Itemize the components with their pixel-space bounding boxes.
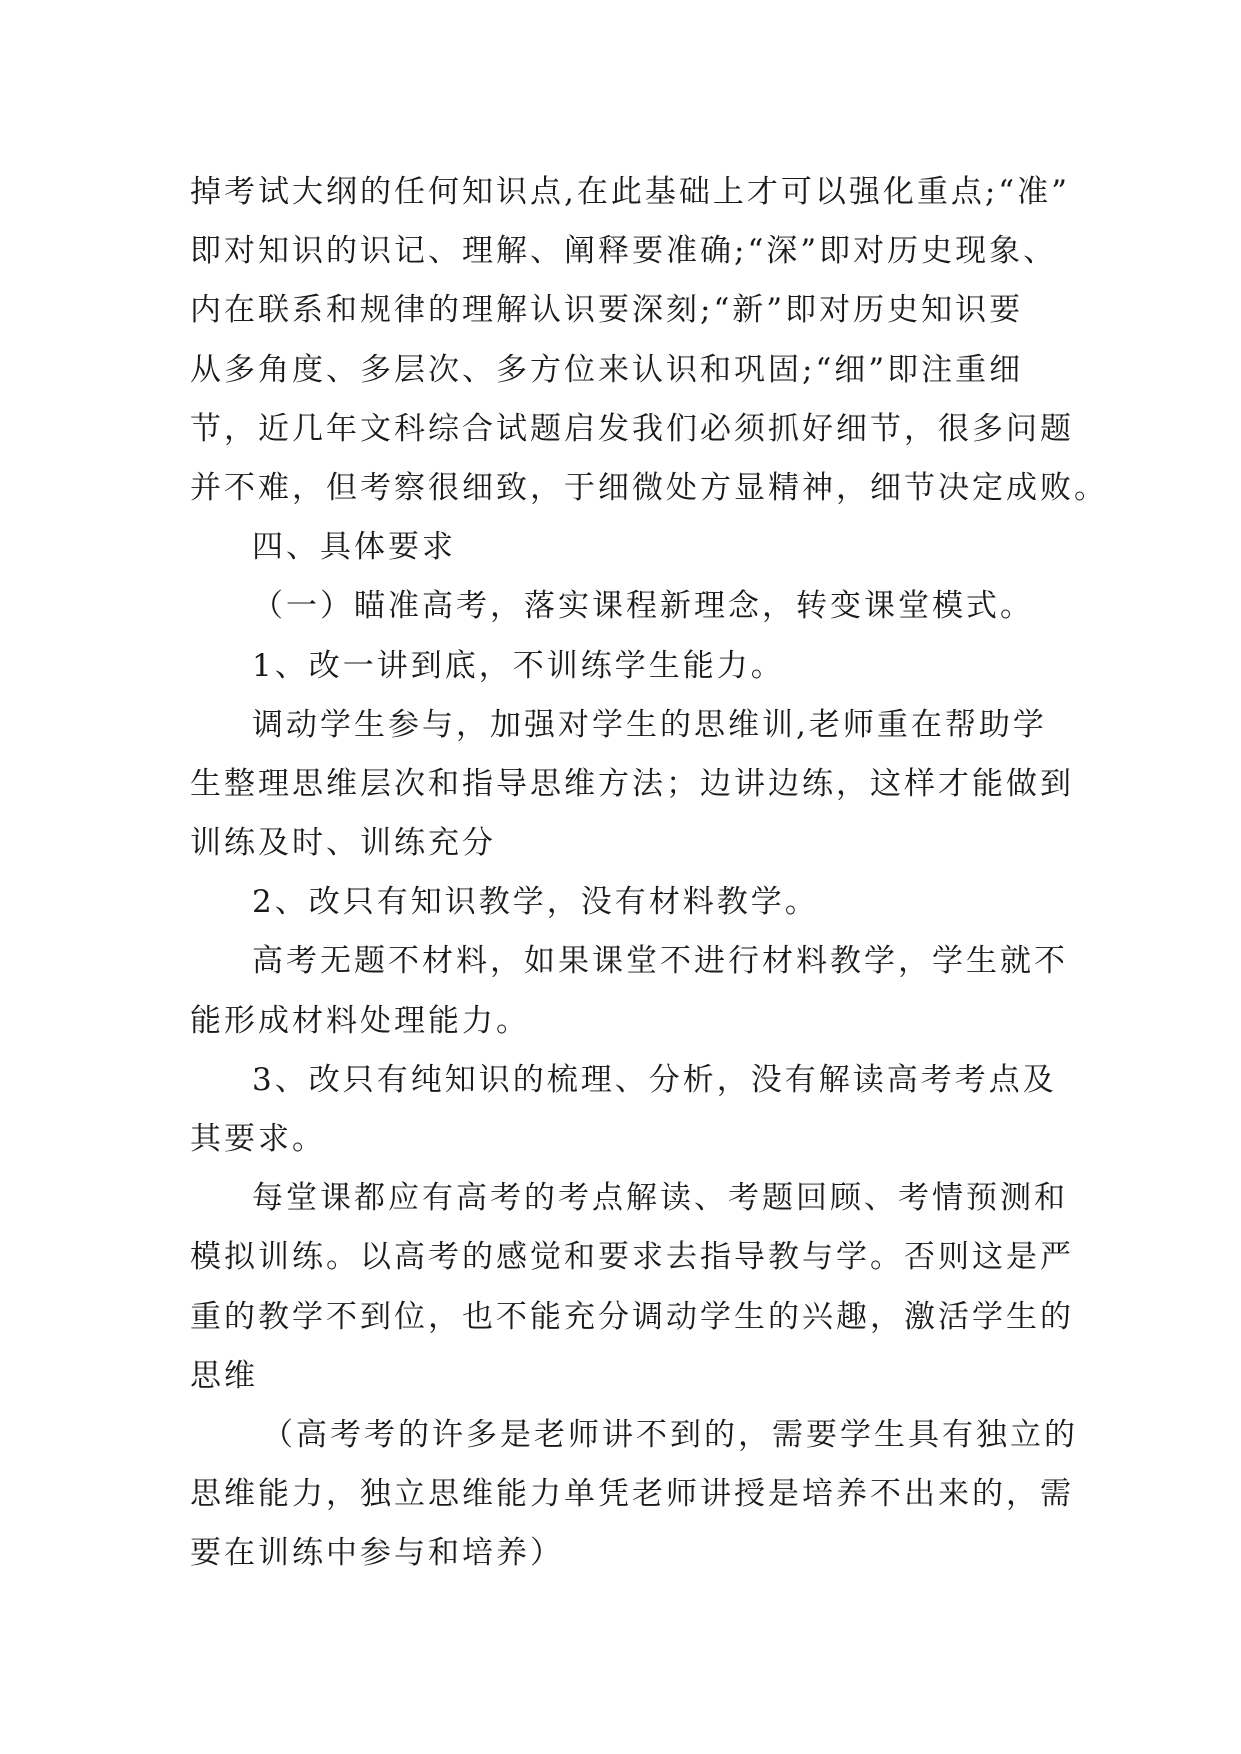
section-heading: 四、具体要求	[252, 529, 456, 566]
text-line: 掉考试大纲的任何知识点,在此基础上才可以强化重点;“准”	[190, 174, 1070, 210]
item-heading: 1、改一讲到底，不训练学生能力。	[252, 647, 785, 684]
document-body	[190, 163, 1108, 1584]
text-line: 思维	[190, 1357, 258, 1394]
text-line: 即对知识的识记、理解、阐释要准确;“深”即对历史现象、	[190, 233, 1058, 270]
text-line: 生整理思维层次和指导思维方法；边讲边练，这样才能做到	[190, 765, 1074, 802]
text-line: 模拟训练。以高考的感觉和要求去指导教与学。否则这是严	[190, 1239, 1074, 1276]
item-heading: 2、改只有知识教学，没有材料教学。	[252, 884, 819, 921]
subsection-heading: （一）瞄准高考，落实课程新理念，转变课堂模式。	[252, 588, 1034, 625]
text-line: 每堂课都应有高考的考点解读、考题回顾、考情预测和	[252, 1180, 1068, 1217]
text-line: 重的教学不到位，也不能充分调动学生的兴趣，激活学生的	[190, 1298, 1074, 1335]
text-line: 并不难，但考察很细致，于细微处方显精神，细节决定成败。	[190, 469, 1108, 506]
text-line: 从多角度、多层次、多方位来认识和巩固;“细”即注重细	[190, 351, 1024, 388]
text-line: 高考无题不材料，如果课堂不进行材料教学，学生就不	[252, 943, 1068, 980]
text-line: （高考考的许多是老师讲不到的，需要学生具有独立的	[262, 1416, 1078, 1453]
text-line: 内在联系和规律的理解认识要深刻;“新”即对历史知识要	[190, 292, 1024, 329]
text-line: 调动学生参与，加强对学生的思维训,老师重在帮助学	[252, 706, 1047, 743]
text-line: 训练及时、训练充分	[190, 825, 496, 862]
text-line: 节，近几年文科综合试题启发我们必须抓好细节，很多问题	[190, 410, 1074, 447]
text-line: 其要求。	[190, 1121, 326, 1157]
text-line: 能形成材料处理能力。	[190, 1002, 530, 1039]
item-heading: 3、改只有纯知识的梳理、分析，没有解读高考考点及	[252, 1061, 1057, 1098]
text-line: 要在训练中参与和培养）	[190, 1535, 564, 1572]
text-line: 思维能力，独立思维能力单凭老师讲授是培养不出来的，需	[190, 1476, 1074, 1513]
